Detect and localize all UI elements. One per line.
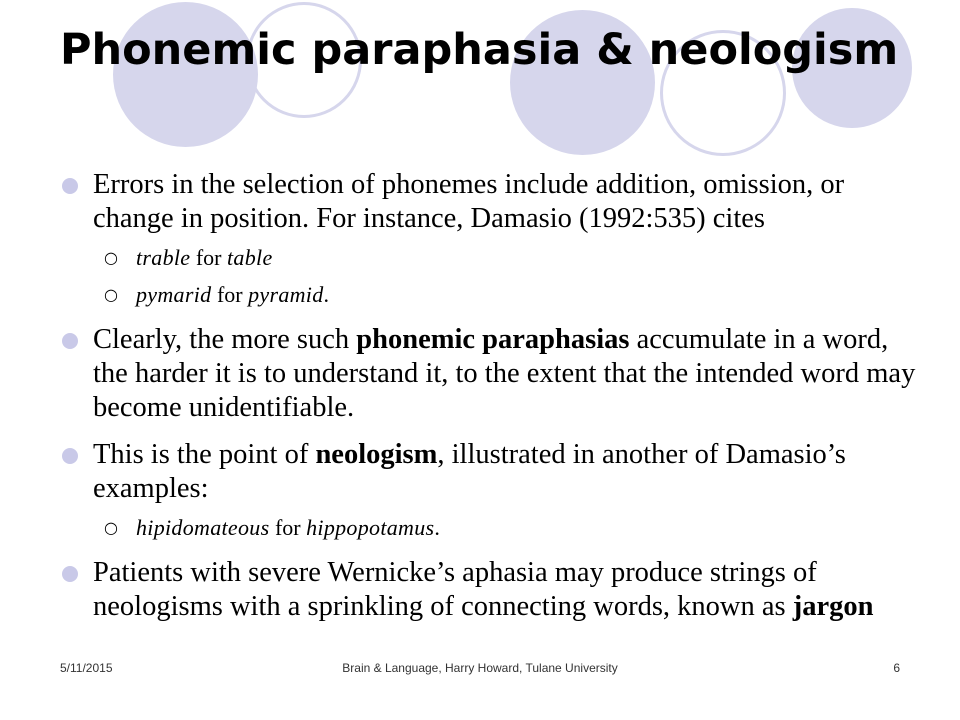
bullet-item xyxy=(60,323,920,425)
bullet-term: neologism xyxy=(315,439,438,470)
bullet-dot-icon xyxy=(62,448,78,464)
example-error-word: hipidomateous xyxy=(136,515,270,540)
footer-page-number: 6 xyxy=(893,661,900,675)
slide-title: Phonemic paraphasia & neologism xyxy=(60,25,899,75)
footer-date: 5/11/2015 xyxy=(60,661,113,675)
bullet-text-before: Clearly, the more such xyxy=(93,324,357,355)
bullet-dot-icon xyxy=(62,178,78,194)
bullet-term: jargon xyxy=(792,591,874,622)
bullet-item xyxy=(60,556,920,624)
bullet-item xyxy=(60,168,920,236)
example-error-word: pymarid xyxy=(136,282,212,307)
sub-bullet-item xyxy=(60,514,920,542)
example-target-word: hippopotamus xyxy=(306,515,435,540)
bullet-text-before: This is the point of xyxy=(93,439,316,470)
example-end: . xyxy=(323,282,330,307)
circle-sub-bullet-icon: ○ xyxy=(104,285,118,304)
circle-sub-bullet-icon: ○ xyxy=(104,248,118,267)
bullet-text: Errors in the selection of phonemes include addition, omission, or change in position. For instance, Damasio (1992:535) cites xyxy=(93,169,845,234)
bullet-text-after: accumulate in a word, the harder it is to understand it, to the extent that the intended word may become unidentifiable. xyxy=(93,324,916,423)
example-connector: for xyxy=(190,245,228,270)
example-connector: for xyxy=(269,515,307,540)
sub-bullet-item xyxy=(60,244,920,272)
example-error-word: trable xyxy=(136,245,191,270)
bullet-text-before: Patients with severe Wernicke’s aphasia may produce strings of neologisms with a sprinkling of connecting words, known as xyxy=(93,557,817,622)
footer-center: Brain & Language, Harry Howard, Tulane University xyxy=(342,661,618,675)
example-target-word: table xyxy=(227,245,273,270)
bullet-item xyxy=(60,438,920,506)
bullet-text-after: , illustrated in another of Damasio’s examples: xyxy=(93,439,846,504)
sub-bullet-item xyxy=(60,281,920,309)
circle-sub-bullet-icon: ○ xyxy=(104,518,118,537)
example-end: . xyxy=(434,515,440,540)
bullet-dot-icon xyxy=(62,566,78,582)
example-target-word: pyramid xyxy=(248,282,324,307)
bullet-term: phonemic paraphasias xyxy=(356,324,630,355)
bullet-dot-icon xyxy=(62,333,78,349)
example-connector: for xyxy=(211,282,249,307)
slide-body xyxy=(60,168,920,637)
